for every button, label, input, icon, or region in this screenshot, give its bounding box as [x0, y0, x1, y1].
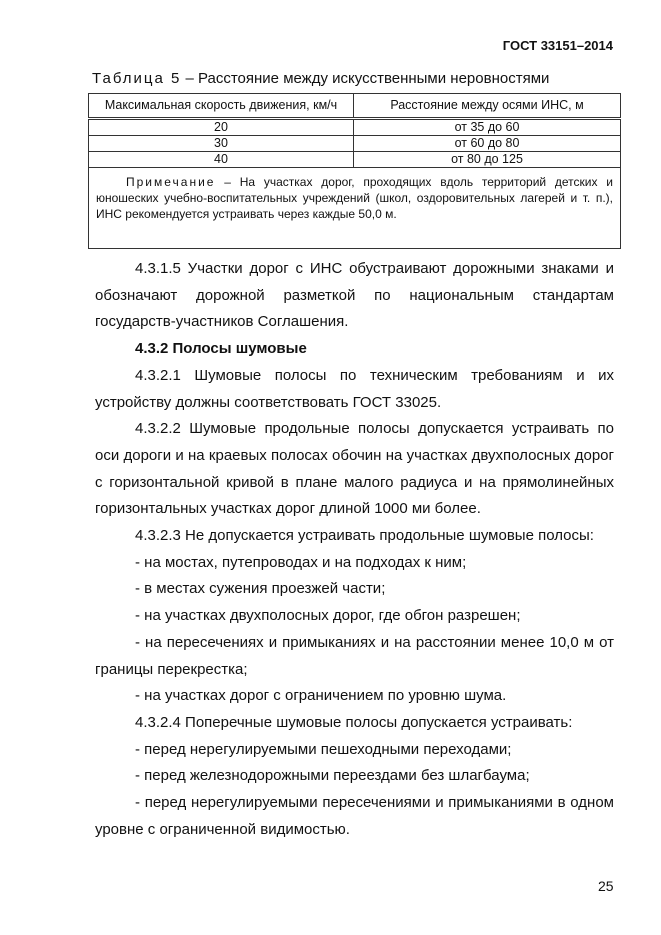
table-row	[89, 136, 621, 152]
speed-cell: 30	[89, 136, 354, 152]
paragraph: 4.3.2.4 Поперечные шумовые полосы допускается устраивать:	[135, 713, 573, 731]
paragraph: - на пересечениях и примыканиях и на расстоянии менее 10,0 м от границы перекрестка;	[95, 633, 614, 678]
section-heading: 4.3.2 Полосы шумовые	[135, 340, 307, 358]
speed-cell: 20	[89, 119, 354, 136]
table-row	[89, 119, 621, 136]
column-header: Расстояние между осями ИНС, м	[354, 94, 621, 119]
paragraph: 4.3.2.3 Не допускается устраивать продольные шумовые полосы:	[135, 527, 594, 545]
speed-cell: 40	[89, 152, 354, 168]
document-header: ГОСТ 33151–2014	[502, 38, 613, 53]
paragraph: 4.3.2.2 Шумовые продольные полосы допускается устраивать по оси дороги и на краевых полосах обочин на участках двухполосных дорог с горизонтальной кривой в плане малого радиуса и на прямолинейных горизонтальных участках дорог длиной 1000 ми более.	[95, 420, 614, 518]
paragraph: - на мостах, путепроводах и на подходах к ним;	[135, 553, 467, 571]
table-note: Примечание – На участках дорог, проходящих вдоль территорий детских и юношеских учебно-воспитательных учреждений (школ, оздоровительных лагерей и т. п.), ИНС рекомендуется устраивать через каждые 50,0 м.	[89, 168, 621, 249]
paragraph: - перед железнодорожными переездами без шлагбаума;	[135, 767, 530, 785]
distance-cell: от 60 до 80	[354, 136, 621, 152]
column-header: Максимальная скорость движения, км/ч	[89, 94, 354, 119]
paragraph: - перед нерегулируемыми пересечениями и примыканиями в одном уровне с ограниченной видимостью.	[95, 794, 614, 838]
distance-cell: от 80 до 125	[354, 152, 621, 168]
paragraph: - на участках дорог с ограничением по уровню шума.	[135, 687, 507, 705]
distance-table	[88, 93, 621, 249]
body-text	[95, 256, 614, 843]
paragraph: - на участках двухполосных дорог, где обгон разрешен;	[135, 607, 521, 625]
paragraph: 4.3.2.1 Шумовые полосы по техническим требованиям и их устройству должны соответствовать ГОСТ 33025.	[95, 366, 614, 411]
table-note-row	[89, 168, 621, 249]
paragraph: 4.3.1.5 Участки дорог с ИНС обустраивают дорожными знаками и обозначают дорожной разметкой по национальным стандартам государств-участников Соглашения.	[95, 260, 614, 331]
table-caption: Таблица 5 – Расстояние между искусственными неровностями	[92, 70, 550, 87]
paragraph: - перед нерегулируемыми пешеходными переходами;	[135, 740, 512, 758]
distance-cell: от 35 до 60	[354, 119, 621, 136]
table-row	[89, 152, 621, 168]
page-number: 25	[598, 878, 614, 894]
paragraph: - в местах сужения проезжей части;	[135, 580, 386, 598]
table-header-row	[89, 94, 621, 119]
